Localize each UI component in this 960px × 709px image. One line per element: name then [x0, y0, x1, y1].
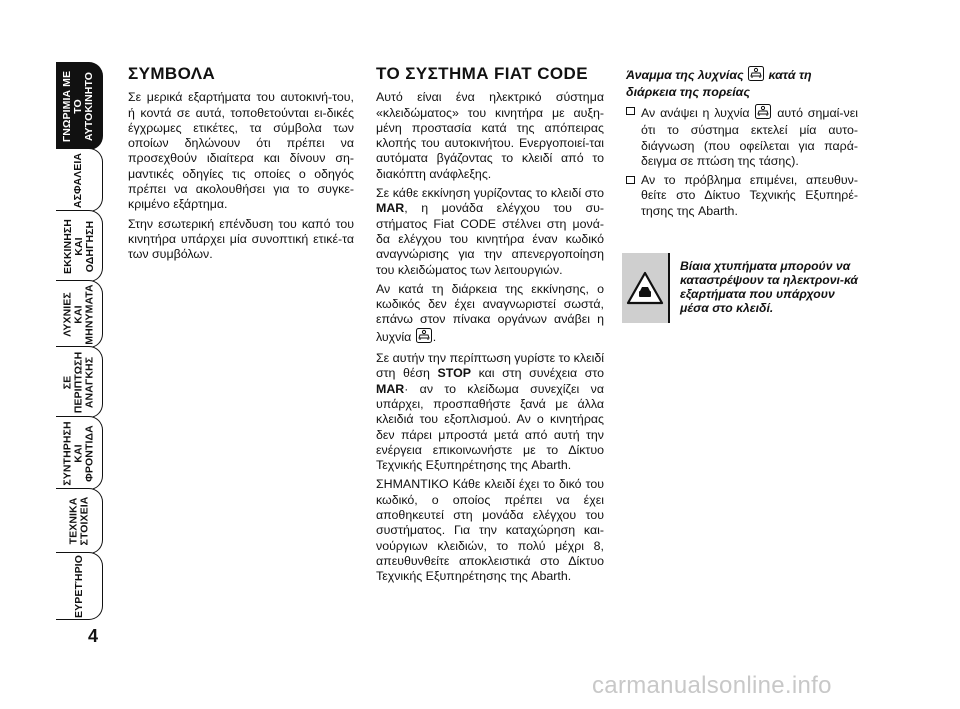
text-run: Αν ανάψει η λυχνία: [641, 106, 755, 120]
warning-box: [622, 253, 858, 327]
section-title: ΣΥΜΒΟΛΑ: [128, 64, 216, 83]
paragraph: [376, 282, 604, 347]
tab-label: ΤΕΧΝΙΚΑ ΣΤΟΙΧΕΙΑ: [67, 496, 91, 546]
paragraph: ΣΗΜΑΝΤΙΚΟ Κάθε κλειδί έχει το δικό του κωδικό, ο οποίος πρέπει να έχει αποθηκευτεί στη μονάδα ελέγχου του συστήματος. Για την καταχώρηση και-νούργιων κλειδιών, το πολύ μέχρι 8, απευθυνθείτε αποκλειστικά στο Δίκτυο Τεχνικής Εξυπηρέτησης της Abarth.: [376, 477, 604, 584]
fiat-code-lamp-icon: [748, 66, 764, 85]
fiat-code-lamp-icon: [755, 104, 771, 123]
tab-maintenance[interactable]: [56, 416, 103, 490]
tab-label: ΛΥΧΝΙΕΣ ΚΑΙ ΜΗΝΥΜΑΤΑ: [61, 283, 96, 345]
text-run: αυτό σημαί-νει ότι το σύστημα εκτελεί μία αυτο-διάγνωση (που οφείλεται για παρά-δειγμα σε πτώση της τάσης).: [641, 106, 858, 168]
tab-getting-to-know[interactable]: [56, 62, 103, 150]
tab-index[interactable]: [56, 552, 103, 620]
key-position-stop: STOP: [437, 366, 472, 381]
symbols-section: [128, 66, 354, 267]
paragraph: Αυτό είναι ένα ηλεκτρικό σύστημα «κλειδώματος» του κινητήρα με αυξη-μένη προστασία κατά της απόπειρας κλοπής του αυτοκινήτου. Ενεργοποιεί-ται αυτόματα βγάζοντας το κλειδί από το διακόπτη ανάφλεξης.: [376, 90, 604, 181]
tab-label: ΓΝΩΡΙΜΙΑ ΜΕ ΤΟ ΑΥΤΟΚΙΝΗΤΟ: [61, 70, 96, 142]
warning-icon-cell: [622, 253, 670, 323]
text-run: Αν κατά τη διάρκεια της εκκίνησης, ο κωδικός δεν έχει αναγνωριστεί σωστά, επάνω στον πίνακα οργάνων ανάβει η λυχνία: [376, 281, 604, 344]
bullet-text: Αν το πρόβλημα επιμένει, απευθυν-θείτε στο Δίκτυο Τεχνικής Εξυπηρέ-τησης της Abarth.: [641, 173, 858, 218]
checkbox-bullet-icon: [626, 107, 635, 115]
tab-label: ΣΕ ΠΕΡΙΠΤΩΣΗ ΑΝΑΓΚΗΣ: [61, 351, 96, 413]
tab-technical-data[interactable]: [56, 488, 103, 554]
tab-label: ΕΥΡΕΤΉΡΙΟ: [72, 554, 85, 618]
section-title: ΤΟ ΣΥΣΤΗΜΑ FIAT CODE: [376, 64, 588, 83]
warning-text: Βίαια χτυπήματα μπορούν να καταστρέψουν τα ηλεκτρονι-κά εξαρτήματα που υπάρχουν μέσα στο κλειδί.: [680, 259, 858, 315]
warning-triangle-icon: [626, 271, 664, 305]
key-position-mar: MAR: [376, 381, 405, 396]
tab-label: ΑΣΦΑΛΕΙΑ: [72, 152, 85, 208]
text-run: Σε αυτήν την περίπτωση γυρίστε το κλειδί στη θέση: [376, 351, 604, 381]
tab-safety[interactable]: [56, 148, 103, 212]
list-item: [626, 104, 858, 169]
text-run: και στη συνέχεια στο: [471, 366, 604, 381]
page-number: 4: [88, 626, 99, 646]
tab-label: ΕΚΚΙΝΗΣΗ ΚΑΙ ΟΔΗΓΗΣΗ: [61, 218, 96, 274]
paragraph: Σε μερικά εξαρτήματα του αυτοκινή-του, ή κοντά σε αυτά, τοποθετούνται ει-δικές έγχρωμες ετικέτες, τα σύμβολα των οποίων δηλώνουν ότι πρέπει να προσεχθούν ιδιαίτερα και δίνουν ση-μαντικές οδηγίες τις οποίες ο οδηγός πρέπει να ακολουθήσει για το συγκε-κριμένο εξάρτημα.: [128, 90, 354, 212]
fiat-code-section: [376, 66, 604, 589]
text-run: , η μονάδα ελέγχου του συ-στήματος Fiat CODE στέλνει στη μονά-δα ελέγχου του κινητήρα έναν κωδικό αναγνώρισης για την απενεργοποίηση του κλειδώματος των λειτουργιών.: [376, 201, 604, 277]
tab-label: ΣΥΝΤΗΡΗΣΗ ΚΑΙ ΦΡΟΝΤΙΔΑ: [61, 420, 96, 486]
subheading: [626, 66, 858, 100]
tab-warning-lights[interactable]: [56, 280, 103, 348]
paragraph: [376, 351, 604, 473]
bullet-text: [641, 104, 858, 169]
fiat-code-lamp-icon: [416, 328, 432, 347]
checkbox-bullet-icon: [626, 176, 635, 184]
lamp-during-driving-section: [626, 66, 858, 223]
paragraph: [376, 186, 604, 278]
tab-starting-driving[interactable]: [56, 210, 103, 282]
watermark: carmanualsonline.info: [592, 672, 832, 699]
text-run: · αν το κλείδωμα συνεχίζει να υπάρχει, προσπαθήστε ξανά με άλλα κλειδιά του εξοπλισμού. Αν ο κινητήρας δεν πάρει μπροστά μετά από αυτή την ενέργεια επικοινωνήστε με το Δίκτυο Τεχνικής Εξυπηρέτησης της Abarth.: [376, 381, 604, 473]
paragraph: Στην εσωτερική επένδυση του καπό του κινητήρα υπάρχει μία συνοπτική ετικέ-τα των συμβόλων.: [128, 216, 354, 262]
tab-emergency[interactable]: [56, 346, 103, 418]
list-item: [626, 173, 858, 219]
text-run: Σε κάθε εκκίνηση γυρίζοντας το κλειδί στο: [376, 186, 604, 201]
text-run: Άναμμα της λυχνίας: [626, 68, 748, 82]
key-position-mar: MAR: [376, 201, 405, 216]
text-run: .: [432, 329, 437, 344]
text-run: κατά τη διάρκεια της πορείας: [626, 68, 812, 99]
